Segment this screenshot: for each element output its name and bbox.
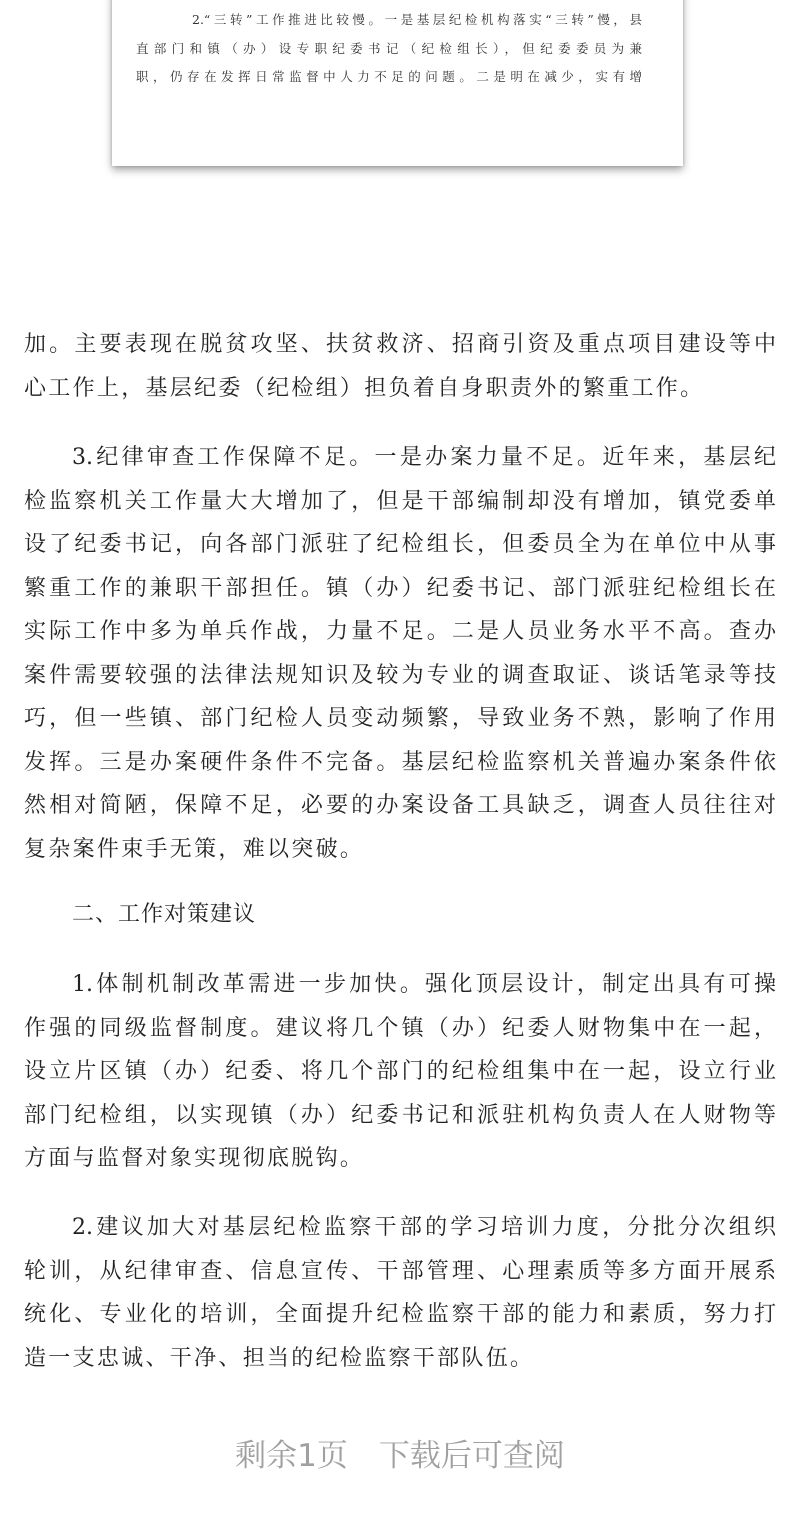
document-preview-card: [112, 0, 683, 166]
card-line: 职，仍存在发挥日常监督中人力不足的问题。二是明在减少，实有增: [136, 69, 642, 84]
paragraph-continuation: [24, 323, 776, 410]
text-line: 巧，但一些镇、部门纪检人员变动频繁，导致业务不熟，影响了作用: [24, 706, 776, 731]
paragraph-institutional-reform: [24, 963, 776, 1181]
text-line: 设立片区镇（办）纪委、将几个部门的纪检组集中在一起，设立行业: [24, 1059, 776, 1084]
text-line: 作强的同级监督制度。建议将几个镇（办）纪委人财物集中在一起，: [24, 1015, 776, 1041]
text-line: 发挥。三是办案硬件条件不完备。基层纪检监察机关普遍办案条件依: [24, 749, 776, 775]
text-line: 2.建议加大对基层纪检监察干部的学习培训力度，分批分次组织: [72, 1215, 776, 1240]
card-line: 2.“三转”工作推进比较慢。一是基层纪检机构落实“三转”慢，县: [192, 12, 642, 27]
text-line: 造一支忠诚、干净、担当的纪检监察干部队伍。: [24, 1345, 535, 1371]
card-line: 直部门和镇（办）设专职纪委书记（纪检组长），但纪委委员为兼: [136, 41, 642, 56]
text-line: 繁重工作的兼职干部担任。镇（办）纪委书记、部门派驻纪检组长在: [24, 575, 776, 601]
text-line: 实际工作中多为单兵作战，力量不足。二是人员业务水平不高。查办: [24, 619, 776, 644]
text-line: 方面与监督对象实现彻底脱钩。: [24, 1146, 365, 1171]
text-line: 案件需要较强的法律法规知识及较为专业的调查取证、谈话笔录等技: [24, 662, 776, 688]
text-line: 设了纪委书记，向各部门派驻了纪检组长，但委员全为在单位中从事: [24, 532, 776, 557]
text-line: 然相对简陋，保障不足，必要的办案设备工具缺乏，调查人员往往对: [24, 793, 776, 818]
download-to-read-more-button[interactable]: 剩余1页 下载后可查阅: [235, 1438, 565, 1474]
text-line: 轮训，从纪律审查、信息宣传、干部管理、心理素质等多方面开展系: [24, 1258, 776, 1284]
text-line: 心工作上，基层纪委（纪检组）担负着自身职责外的繁重工作。: [24, 375, 705, 401]
text-line: 3.纪律审查工作保障不足。一是办案力量不足。近年来，基层纪: [72, 445, 776, 470]
paragraph-training: [24, 1206, 776, 1380]
text-line: 部门纪检组，以实现镇（办）纪委书记和派驻机构负责人在人财物等: [24, 1102, 776, 1128]
text-line: 统化、专业化的培训，全面提升纪检监察干部的能力和素质，努力打: [24, 1302, 776, 1327]
text-line: 复杂案件束手无策，难以突破。: [24, 836, 365, 862]
text-line: 检监察机关工作量大大增加了，但是干部编制却没有增加，镇党委单: [24, 488, 776, 514]
section-heading: 二、工作对策建议: [72, 902, 257, 927]
text-line: 1.体制机制改革需进一步加快。强化顶层设计，制定出具有可操: [72, 972, 776, 997]
text-line: 加。主要表现在脱贫攻坚、扶贫救济、招商引资及重点项目建设等中: [24, 332, 776, 357]
paragraph-discipline-review: [24, 436, 776, 871]
